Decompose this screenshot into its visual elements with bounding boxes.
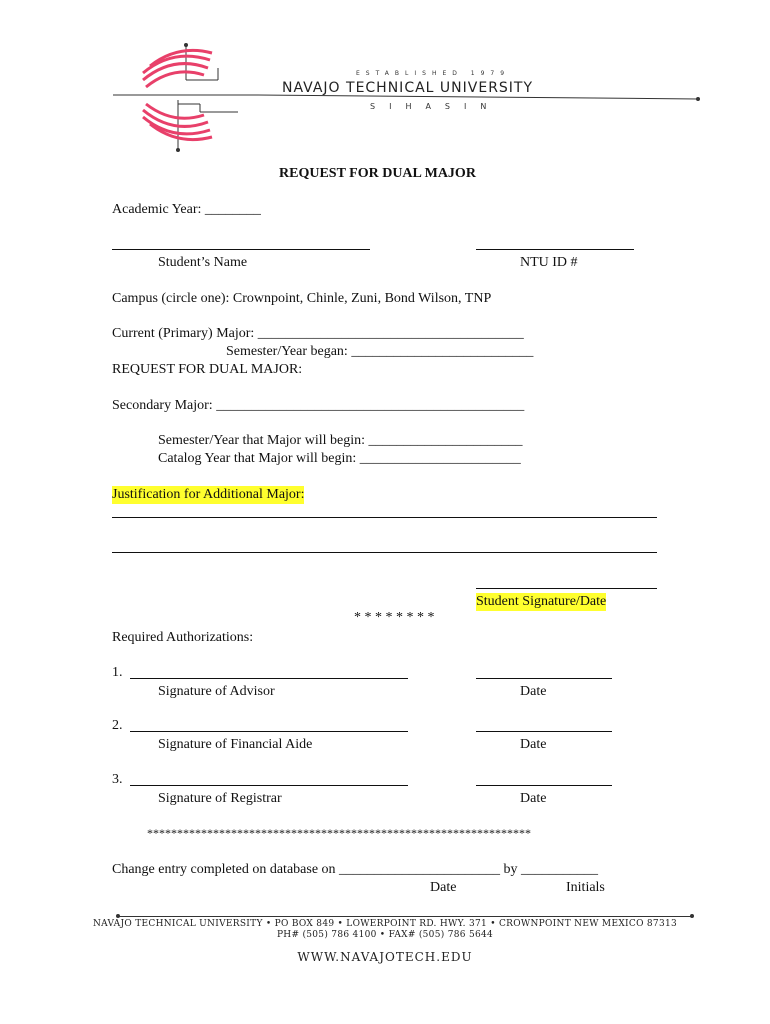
change-date-label: Date <box>430 880 457 895</box>
footer-address: NAVAJO TECHNICAL UNIVERSITY • PO BOX 849 • LOWERPOINT RD. HWY. 371 • CROWNPOINT NEW MEXICO 87313 <box>92 919 678 929</box>
student-name-line[interactable] <box>112 249 370 250</box>
established-text: ESTABLISHED 1979 <box>356 70 511 77</box>
logo-graphic <box>108 40 708 160</box>
advisor-signature-line[interactable] <box>130 678 408 679</box>
current-major-field[interactable]: Current (Primary) Major: ______________________________________ <box>112 326 524 341</box>
registrar-signature-line[interactable] <box>130 785 408 786</box>
registrar-date-label: Date <box>520 791 547 806</box>
registrar-signature-label: Signature of Registrar <box>158 791 282 806</box>
ntu-id-label: NTU ID # <box>520 255 578 270</box>
auth-number: 2. <box>112 718 123 733</box>
registrar-date-line[interactable] <box>476 785 612 786</box>
navajo-name: SIHASIN <box>370 102 501 111</box>
justification-line-2[interactable] <box>112 552 657 553</box>
advisor-date-line[interactable] <box>476 678 612 679</box>
financial-aide-signature-label: Signature of Financial Aide <box>158 737 313 752</box>
justification-label: Justification for Additional Major: <box>112 487 305 502</box>
advisor-signature-label: Signature of Advisor <box>158 684 275 699</box>
campus-line[interactable]: Campus (circle one): Crownpoint, Chinle, Zuni, Bond Wilson, TNP <box>112 291 492 306</box>
university-logo <box>108 40 708 160</box>
advisor-date-label: Date <box>520 684 547 699</box>
semester-year-began-field[interactable]: Semester/Year began: __________________________ <box>226 344 534 359</box>
auth-number: 1. <box>112 665 123 680</box>
university-name: NAVAJO TECHNICAL UNIVERSITY <box>282 80 534 96</box>
catalog-year-field[interactable]: Catalog Year that Major will begin: _______________________ <box>158 451 521 466</box>
footer-url[interactable]: WWW.NAVAJOTECH.EDU <box>297 950 473 964</box>
ntu-id-line[interactable] <box>476 249 634 250</box>
required-authorizations-label: Required Authorizations: <box>112 630 254 645</box>
financial-aide-date-line[interactable] <box>476 731 612 732</box>
secondary-major-field[interactable]: Secondary Major: ____________________________________________ <box>112 398 525 413</box>
footer-rule <box>118 916 692 917</box>
student-signature-label: Student Signature/Date <box>476 594 607 609</box>
change-initials-label: Initials <box>566 880 605 895</box>
justification-line-1[interactable] <box>112 517 657 518</box>
academic-year-field[interactable]: Academic Year: ________ <box>112 202 261 217</box>
change-entry-field[interactable]: Change entry completed on database on _______________________ by ___________ <box>112 862 599 877</box>
financial-aide-signature-line[interactable] <box>130 731 408 732</box>
semester-year-major-begin-field[interactable]: Semester/Year that Major will begin: ______________________ <box>158 433 523 448</box>
separator-stars: * * * * * * * * <box>354 610 435 625</box>
student-signature-line[interactable] <box>476 588 657 589</box>
footer-phone: PH# (505) 786 4100 • FAX# (505) 786 5644 <box>276 930 494 940</box>
page-title: REQUEST FOR DUAL MAJOR <box>279 166 476 181</box>
auth-number: 3. <box>112 772 123 787</box>
footer-dot-left <box>116 914 120 918</box>
student-name-label: Student’s Name <box>158 255 248 270</box>
request-heading: REQUEST FOR DUAL MAJOR: <box>112 362 303 377</box>
footer-dot-right <box>690 914 694 918</box>
long-separator-stars: **************************************************************** <box>147 826 531 840</box>
financial-aide-date-label: Date <box>520 737 547 752</box>
